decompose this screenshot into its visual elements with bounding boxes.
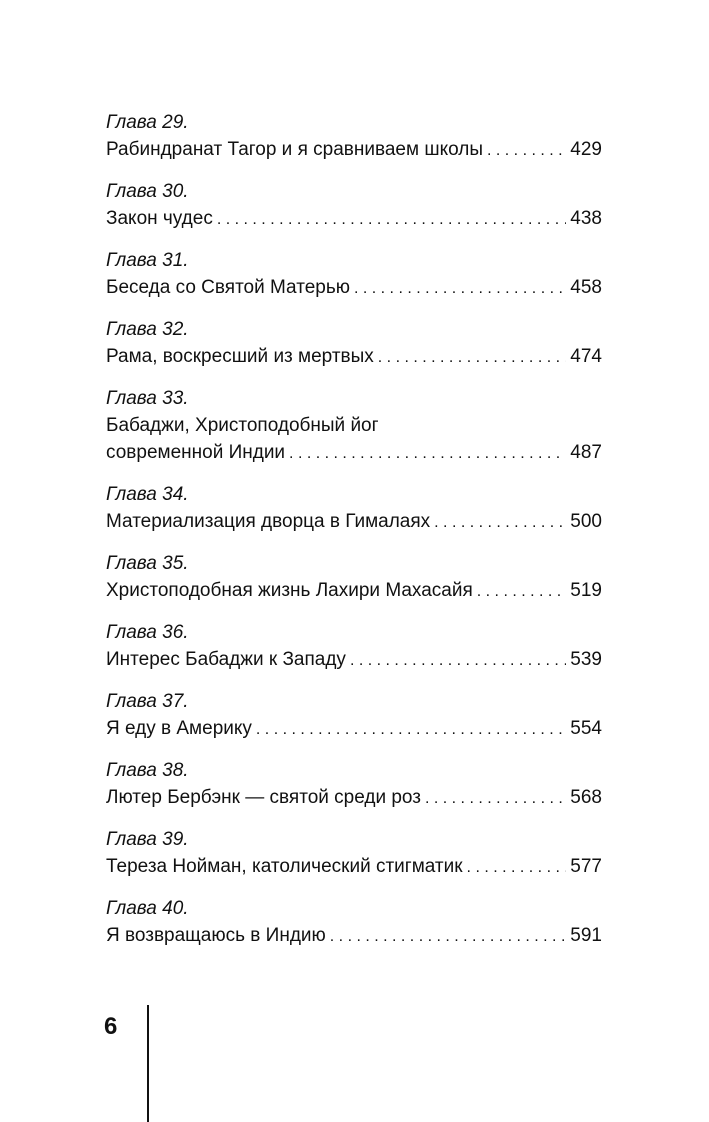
chapter-page-number: 519 — [570, 580, 602, 601]
chapter-title-row — [106, 785, 602, 811]
chapter-page-number: 554 — [570, 718, 602, 739]
toc-entry — [106, 689, 602, 742]
chapter-title-row — [106, 275, 602, 301]
table-of-contents — [106, 110, 602, 965]
chapter-label: Глава 30. — [106, 181, 189, 202]
chapter-label: Глава 32. — [106, 319, 189, 340]
toc-entry — [106, 248, 602, 301]
chapter-page-number: 474 — [570, 346, 602, 367]
chapter-title: Рама, воскресший из мертвых — [106, 346, 374, 367]
chapter-title: современной Индии — [106, 442, 286, 463]
chapter-label: Глава 33. — [106, 388, 189, 409]
dot-leader — [434, 510, 566, 536]
chapter-title-row — [106, 578, 602, 604]
chapter-title: Рабиндранат Тагор и я сравниваем школы — [106, 139, 483, 160]
chapter-title-row — [106, 509, 602, 535]
chapter-title-row — [106, 854, 602, 880]
chapter-title: Лютер Бербэнк — святой среди роз — [106, 787, 421, 808]
chapter-title: Беседа со Святой Матерью — [106, 277, 350, 298]
toc-entry — [106, 827, 602, 880]
chapter-label: Глава 29. — [106, 112, 189, 133]
chapter-label: Глава 39. — [106, 829, 189, 850]
chapter-page-number: 487 — [570, 442, 602, 463]
chapter-title-row — [106, 206, 602, 232]
toc-entry — [106, 896, 602, 949]
chapter-label: Глава 37. — [106, 691, 189, 712]
dot-leader — [289, 441, 566, 467]
toc-entry — [106, 620, 602, 673]
chapter-title: Я возвращаюсь в Индию — [106, 925, 326, 946]
toc-entry — [106, 110, 602, 163]
chapter-title-row — [106, 137, 602, 163]
chapter-page-number: 429 — [570, 139, 602, 160]
chapter-label: Глава 34. — [106, 484, 189, 505]
toc-entry — [106, 179, 602, 232]
chapter-title: Материализация дворца в Гималаях — [106, 511, 431, 532]
chapter-title-row — [106, 440, 602, 466]
dot-leader — [350, 648, 566, 674]
dot-leader — [378, 345, 567, 371]
chapter-title: Интерес Бабаджи к Западу — [106, 649, 346, 670]
chapter-title: Закон чудес — [106, 208, 213, 229]
dot-leader — [477, 579, 567, 605]
toc-entry — [106, 551, 602, 604]
dot-leader — [425, 786, 566, 812]
toc-entry — [106, 386, 602, 466]
toc-entry — [106, 317, 602, 370]
page-number: 6 — [104, 1013, 118, 1040]
dot-leader — [217, 207, 566, 233]
chapter-page-number: 539 — [570, 649, 602, 670]
dot-leader — [487, 138, 566, 164]
chapter-label: Глава 36. — [106, 622, 189, 643]
chapter-page-number: 591 — [570, 925, 602, 946]
chapter-page-number: 458 — [570, 277, 602, 298]
chapter-label: Глава 40. — [106, 898, 189, 919]
chapter-title: Тереза Нойман, католический стигматик — [106, 856, 463, 877]
chapter-title-line: Бабаджи, Христоподобный йог — [106, 415, 379, 436]
chapter-page-number: 438 — [570, 208, 602, 229]
chapter-title: Христоподобная жизнь Лахири Махасайя — [106, 580, 473, 601]
chapter-label: Глава 38. — [106, 760, 189, 781]
chapter-page-number: 500 — [570, 511, 602, 532]
toc-entry — [106, 482, 602, 535]
chapter-label: Глава 31. — [106, 250, 189, 271]
chapter-title-row — [106, 344, 602, 370]
chapter-title: Я еду в Америку — [106, 718, 252, 739]
vertical-rule — [147, 1005, 149, 1122]
dot-leader — [256, 717, 566, 743]
chapter-page-number: 568 — [570, 787, 602, 808]
chapter-title-row — [106, 716, 602, 742]
dot-leader — [354, 276, 566, 302]
toc-entry — [106, 758, 602, 811]
dot-leader — [467, 855, 567, 881]
dot-leader — [330, 924, 567, 950]
chapter-label: Глава 35. — [106, 553, 189, 574]
chapter-page-number: 577 — [570, 856, 602, 877]
chapter-title-row — [106, 923, 602, 949]
chapter-title-row — [106, 647, 602, 673]
